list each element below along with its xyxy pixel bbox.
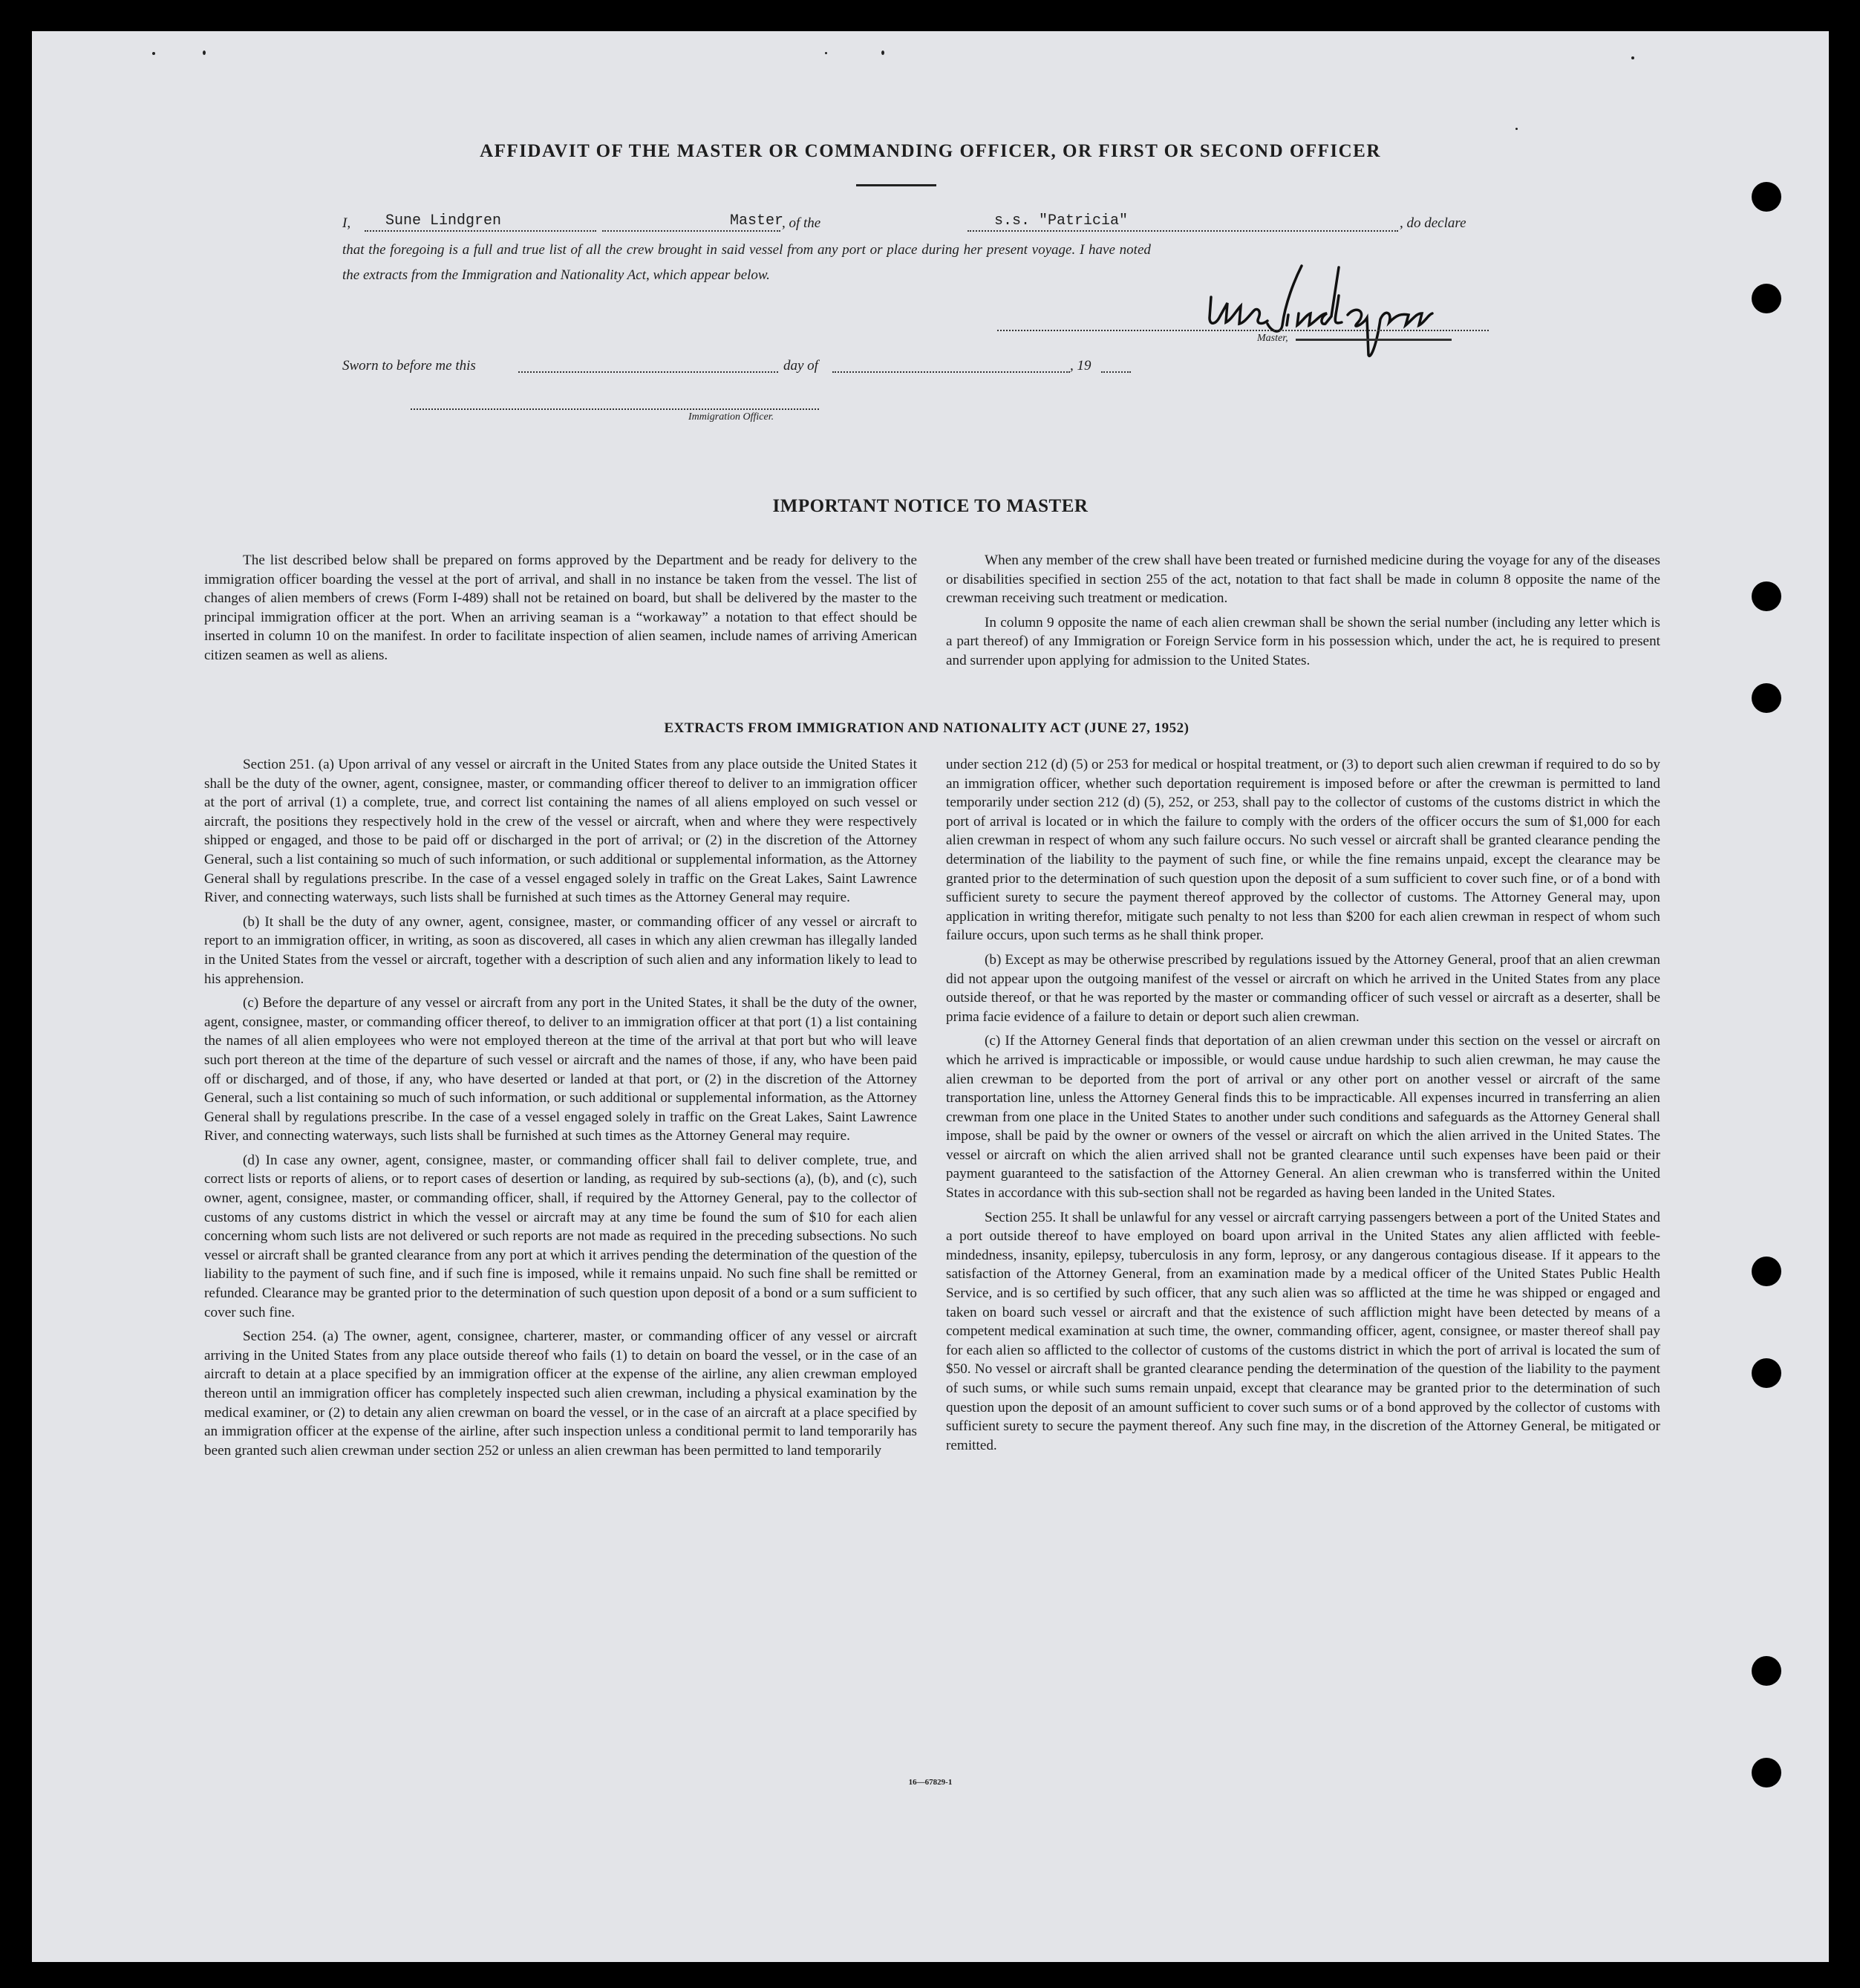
month-dotted-line [832,371,1070,373]
of-the-label: , of the [782,215,821,231]
notice-paragraph: The list described below shall be prepared on forms approved by the Department and be ready for delivery to the immigration officer boarding the vessel at the port of arrival, and shall in no instance be taken from the vessel. The list of changes of alien members of crews (Form I-489) shall not be retained on board, but shall be delivered by the master to the principal immigration officer at the port. When an arriving seaman is a “workaway” a notation to that effect should be inserted in column 10 on the manifest. In order to facilitate inspection of alien seamen, include names of arriving American citizen seamen as well as aliens. [204,553,917,663]
officer-caption: Immigration Officer. [688,411,774,423]
section-255: Section 255. It shall be unlawful for any vessel or aircraft carrying passengers between a port of the United States and a port outside thereof to have employed on board upon arrival in the United States any alien afflicted with feeble-mindedness, insanity, epilepsy, tuberculosis in any form, leprosy, or any dangerous contagious disease. If it appears to the satisfaction of the Attorney General, from an examination made by a medical officer of the United States Public Health Service, and is so certified by such officer, that any such alien was so afflicted at the time he was shipped or engaged and taken on board such vessel or aircraft and that the existence of such affliction might have been detected by means of a competent medical examination at such time, the owner, commanding officer, agent, consignee, or master thereof shall pay for each alien so afflicted to the collector of customs of the customs district in which the port of arrival is located the sum of $50. No vessel or aircraft shall be granted clearance pending the determination of the question of the liability to the payment of such sums, or while such sums remain unpaid, except that clearance may be granted prior to the determination of such question upon the deposit of an amount sufficient to cover such sums or of a bond approved by the collector of customs with sufficient surety to secure the payment thereof. Any such fine may, in the discretion of the Attorney General, be mitigated or remitted. [946,1209,1660,1453]
do-declare-label: , do declare [1400,215,1466,231]
officer-signature-line [411,408,819,410]
punch-hole-4 [1752,683,1781,713]
day-of-label: day of [783,358,818,374]
scan-speck [1515,128,1518,130]
struck-out-title [1296,339,1452,341]
title-underline [856,184,936,186]
section-254a-continued: under section 212 (d) (5) or 253 for medical or hospital treatment, or (3) to deport such alien crewman if required to do so by an immigration officer, whether such deportation requirement is imposed before or after the crewman is permitted to land temporarily under section 212 (d) (5), 252, or 253, shall pay to the collector of customs of the customs district in which the port of arrival is located or in which the failure to comply with the orders of the officer occurs the sum of $1,000 for each alien crewman in respect of whom any such failure occurs. No such vessel or aircraft shall be granted clearance pending the determination of the liability to the payment of such fine, or while the fine remains unpaid, except the clearance may be granted prior to the determination of such question upon the deposit of a sum sufficient to cover such fine, or of a bond with sufficient surety to secure the payment thereof approved by the collector of customs. The Attorney General may, upon application in writing therefor, mitigate such penalty to not less than $200 for each alien crewman in respect of whom such failure occurs, upon such terms as he shall think proper. [946,757,1660,944]
section-254c: (c) If the Attorney General finds that deportation of an alien crewman under this section on the vessel or aircraft on which he arrived is impracticable or impossible, or would cause undue hardship to such alien crewman, he may cause the alien crewman to be deported from the port of arrival or any other port on another vessel or aircraft of the same transportation line, unless the Attorney General finds this to be impracticable. All expenses incurred in transferring an alien crewman from one place in the United States to another under such conditions and safeguards as the Attorney General shall impose, shall be paid by the owner or owners of the vessel or aircraft on which the alien arrived in the United States. The vessel or aircraft on which the alien arrived shall not be granted clearance until such expenses have been paid or their payment guaranteed to the satisfaction of the Attorney General. An alien crewman who is transferred within the United States in accordance with this sub-section shall not be regarded as having been landed in the United States. [946,1033,1660,1202]
section-251d: (d) In case any owner, agent, consignee, master, or commanding officer shall fail to deliver complete, true, and correct lists or reports of aliens, or to report cases of desertion or landing, as required by sub-sections (a), (b), and (c), such owner, agent, consignee, master, or commanding officer, shall, if required by the Attorney General, pay to the collector of customs of any customs district in which the vessel or aircraft may at any time be found the sum of $10 for each alien concerning whom such lists are not delivered or such reports are not made as required in the preceding subsections. No such vessel or aircraft shall be granted clearance from any port at which it arrives pending the determination of the question of the liability to the payment of such fine, and if such fine is imposed, while it remains unpaid. No such fine shall be remitted or refunded. Clearance may be granted prior to the determination of such question upon deposit of a bond or a sum sufficient to cover such fine. [204,1152,917,1320]
rank-value: Master [730,212,784,229]
punch-hole-7 [1752,1656,1781,1686]
year-prefix: , 19 [1070,358,1091,374]
signature-caption: Master, [1257,333,1288,344]
scan-speck [152,52,155,55]
extracts-title: EXTRACTS FROM IMMIGRATION AND NATIONALITY ACT (JUNE 27, 1952) [664,720,1190,736]
vessel-name: s.s. "Patricia" [994,212,1129,229]
section-251c: (c) Before the departure of any vessel or aircraft from any port in the United States, it shall be the duty of the owner, agent, consignee, master, or commanding officer thereof, to deliver to an immigration officer at that port (1) a list containing the names of all alien employees who were not employed thereon at the time of the arrival at that port but who will leave such port thereon at the time of the departure of such vessel or aircraft and the names of those, if any, who have been paid off or discharged, and of those, if any, who have deserted or landed at that port, or (2) in the discretion of the Attorney General, such a list containing so much of such information, or such additional or supplemental information, as the Attorney General shall by regulations prescribe. In the case of a vessel engaged solely in traffic on the Great Lakes, Saint Lawrence River, and connecting waterways, such lists shall be furnished at such times as the Attorney General may require. [204,995,917,1144]
signature-line [997,330,1489,331]
sworn-label: Sworn to before me this [342,358,476,374]
extracts-left-column [204,755,917,1465]
scan-speck [203,50,206,55]
declaration-line: that the foregoing is a full and true list of all the crew brought in said vessel from any port or place during her present voyage. I have noted [342,242,1151,258]
rank-dotted-line [602,230,780,232]
punch-hole-6 [1752,1358,1781,1388]
extracts-right-column [946,755,1660,1460]
punch-hole-3 [1752,581,1781,611]
punch-hole-2 [1752,284,1781,313]
declaration-line-2: the extracts from the Immigration and Nationality Act, which appear below. [342,267,770,283]
notice-paragraph: In column 9 opposite the name of each alien crewman shall be shown the serial number (including any letter which is a part thereof) of any Immigration or Foreign Service form in his possession which, under the act, he is required to present and surrender upon applying for admission to the United States. [946,614,1660,668]
notice-paragraph: When any member of the crew shall have been treated or furnished medicine during the voyage for any of the diseases or disabilities specified in section 255 of the act, notation to that fact shall be made in column 8 opposite the name of the crewman receiving such treatment or medication. [946,553,1660,607]
notice-left-column [204,551,917,671]
master-name: Sune Lindgren [385,212,502,229]
punch-hole-8 [1752,1758,1781,1787]
section-251b: (b) It shall be the duty of any owner, agent, consignee, master, or commanding officer of any vessel or aircraft to report to an immigration officer, in writing, as soon as discovered, all cases in which any alien crewman has illegally landed in the United States from the vessel or aircraft, together with a description of such alien and any information likely to lead to his apprehension. [204,913,917,987]
punch-hole-5 [1752,1257,1781,1286]
section-254a: Section 254. (a) The owner, agent, consignee, charterer, master, or commanding officer of any vessel or aircraft arriving in the United States from any place outside thereof who fails (1) to detain on board the vessel, or in the case of an aircraft to detain at a place specified by an immigration officer at the expense of the airline, any alien crewman employed thereon until an immigration officer has completely inspected such alien crewman, including a physical examination by the medical examiner, or (2) to detain any alien crewman on board the vessel, or in the case of an aircraft at a place specified by an immigration officer at the expense of the airline, after such inspection unless a conditional permit to land temporarily has been granted such alien crewman under section 252 or unless an alien crewman has been permitted to land temporarily [204,1329,917,1459]
scan-speck [881,50,884,55]
year-dotted-line [1101,371,1131,373]
form-number: 16—67829-1 [908,1778,953,1787]
vessel-dotted-line [967,230,1398,232]
scan-speck [1631,56,1634,59]
notice-title: IMPORTANT NOTICE TO MASTER [772,496,1089,516]
notice-right-column [946,551,1660,676]
document-page [32,31,1829,1962]
sworn-date-dotted-line [518,371,778,373]
affidavit-prefix: I, [342,215,351,231]
section-251a: Section 251. (a) Upon arrival of any vessel or aircraft in the United States from any place outside the United States it shall be the duty of the owner, agent, consignee, master, or commanding officer thereof to deliver to an immigration officer at the port of arrival (1) a complete, true, and correct list containing the names of all aliens employed on such vessel or aircraft, the positions they respectively hold in the crew of the vessel or aircraft, when and where they were respectively shipped or engaged, and those to be paid off or discharged in the port of arrival; or (2) in the discretion of the Attorney General, such a list containing so much of such information, or such additional or supplemental information, as the Attorney General shall by regulations prescribe. In the case of a vessel engaged solely in traffic on the Great Lakes, Saint Lawrence River, and connecting waterways, such lists shall be furnished at such times as the Attorney General may require. [204,757,917,906]
section-254b: (b) Except as may be otherwise prescribed by regulations issued by the Attorney General, proof that an alien crewman did not appear upon the outgoing manifest of the vessel or aircraft on which he arrived in the United States from any place outside thereof, or that he was reported by the master or commanding officer of such vessel or aircraft as a deserter, shall be prima facie evidence of a failure to detain or deport such alien crewman. [946,951,1660,1025]
master-signature [1190,251,1458,362]
name-dotted-line [365,230,596,232]
affidavit-title: AFFIDAVIT OF THE MASTER OR COMMANDING OFFICER, OR FIRST OR SECOND OFFICER [480,141,1381,161]
punch-hole-1 [1752,182,1781,212]
scan-speck [825,52,827,54]
